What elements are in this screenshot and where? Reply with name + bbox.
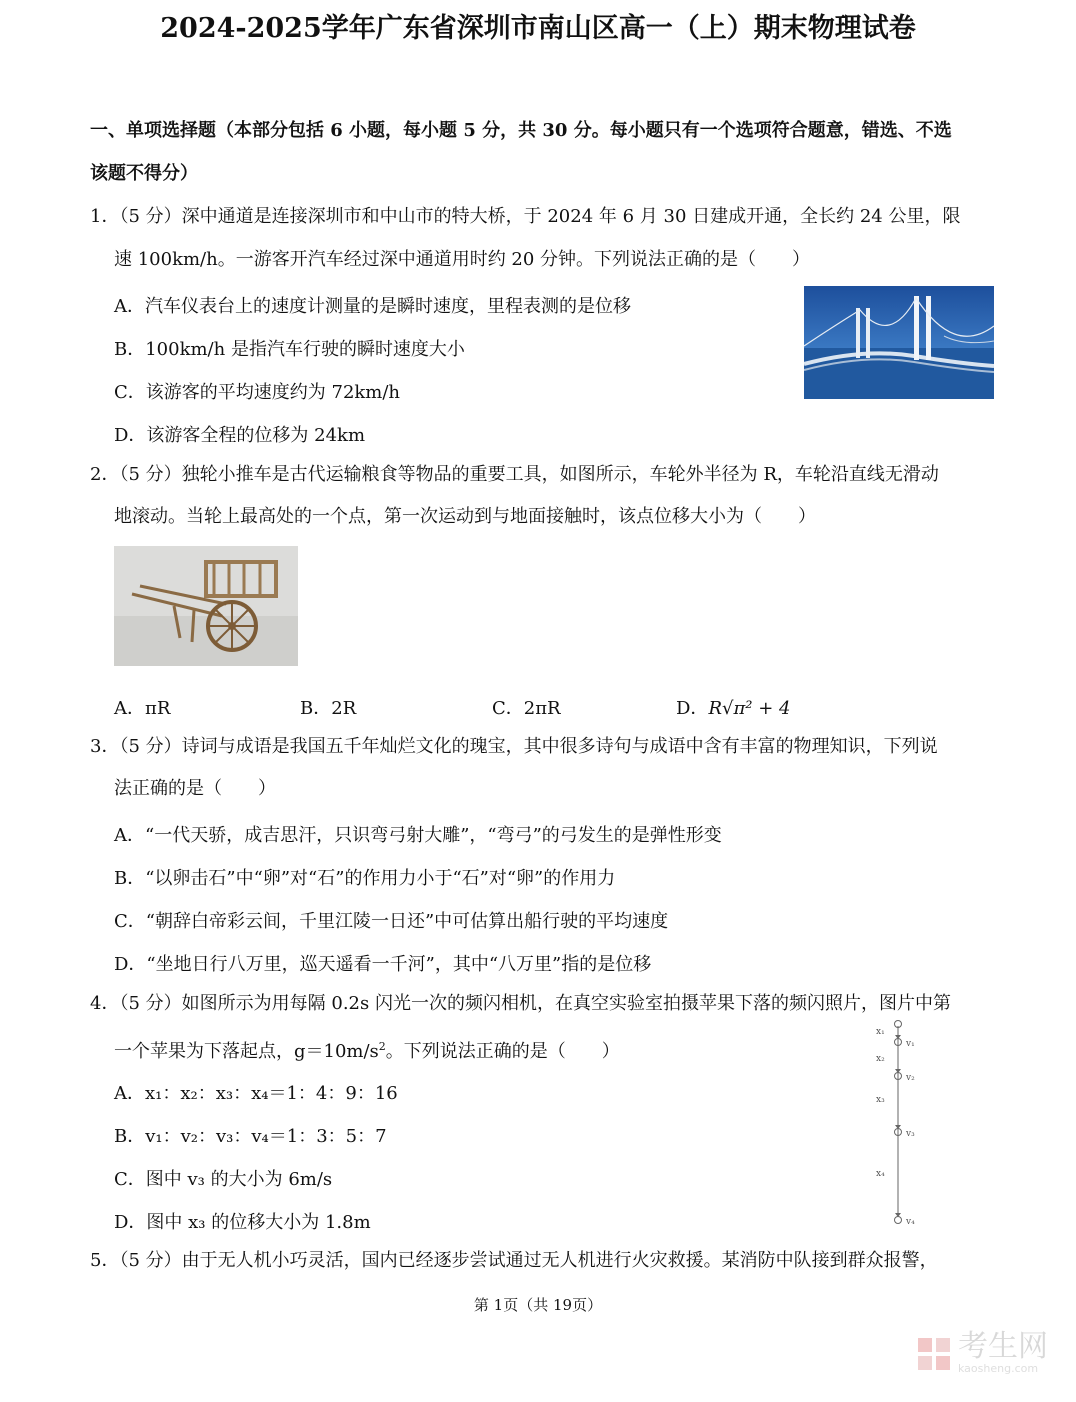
q1-option-a: A．汽车仪表台上的速度计测量的是瞬时速度，里程表测的是位移 [114, 296, 631, 317]
q4-text-post: 。下列说法正确的是（ ） [385, 1041, 620, 1062]
question-text: 诗词与成语是我国五千年灿烂文化的瑰宝，其中很多诗句与成语中含有丰富的物理知识，下列说 [181, 736, 938, 757]
question-2-line2: 地滚动。当轮上最高处的一个点，第一次运动到与地面接触时，该点位移大小为（ ） [114, 506, 816, 527]
question-text: 深中通道是连接深圳市和中山市的特大桥，于 2024 年 6 月 30 日建成开通，全长约 24 公里，限 [181, 206, 961, 227]
question-2-line1 [90, 464, 939, 486]
label-v4: v₄ [906, 1217, 915, 1227]
question-number: 3． [90, 736, 120, 757]
watermark-text: 考生网 [958, 1329, 1048, 1364]
question-number: 5． [90, 1250, 120, 1271]
q2-option-d-label: D． [676, 698, 709, 719]
question-3-line2: 法正确的是（ ） [114, 778, 276, 799]
label-x2: x₂ [876, 1054, 885, 1064]
q4-option-d: D．图中 x₃ 的位移大小为 1.8m [114, 1212, 371, 1233]
apple-fall-diagram [868, 1016, 928, 1232]
q3-option-b: B．“以卵击石”中“卵”对“石”的作用力小于“石”对“卵”的作用力 [114, 868, 616, 889]
q1-option-c: C．该游客的平均速度约为 72km/h [114, 382, 401, 403]
q2-option-a: A．πR [114, 698, 171, 719]
q2-option-b: B．2R [300, 698, 357, 719]
question-1-line1 [90, 206, 960, 228]
q4-option-b: B．v₁：v₂：v₃：v₄＝1：3：5：7 [114, 1126, 387, 1147]
label-v3: v₃ [906, 1129, 915, 1139]
label-v1: v₁ [906, 1039, 915, 1049]
q3-option-d: D．“坐地日行八万里，巡天遥看一千河”，其中“八万里”指的是位移 [114, 954, 652, 975]
question-5-line1 [90, 1250, 938, 1272]
q1-option-d: D．该游客全程的位移为 24km [114, 425, 366, 446]
watermark-url: kaosheng.com [958, 1362, 1039, 1375]
q3-option-a: A．“一代天骄，成吉思汗，只识弯弓射大雕”，“弯弓”的弓发生的是弹性形变 [114, 825, 722, 846]
question-score: （5 分） [119, 736, 182, 757]
question-number: 2． [90, 464, 120, 485]
question-text: 由于无人机小巧灵活，国内已经逐步尝试通过无人机进行火灾救援。某消防中队接到群众报警， [181, 1250, 938, 1271]
wheelbarrow-image [114, 546, 298, 666]
bridge-image [804, 286, 994, 399]
question-number: 1． [90, 206, 120, 227]
question-score: （5 分） [119, 1250, 182, 1271]
q3-option-c: C．“朝辞白帝彩云间，千里江陵一日还”中可估算出船行驶的平均速度 [114, 911, 669, 932]
q2-option-c: C．2πR [492, 698, 561, 719]
question-number: 4． [90, 993, 120, 1014]
section-heading-cont: 该题不得分） [90, 163, 198, 184]
q2-option-d [676, 694, 790, 720]
question-score: （5 分） [119, 993, 182, 1014]
question-3-line1 [90, 736, 938, 758]
q4-text-pre: 一个苹果为下落起点，g＝10m/s [114, 1041, 379, 1062]
q1-option-b: B．100km/h 是指汽车行驶的瞬时速度大小 [114, 339, 465, 360]
question-text: 独轮小推车是古代运输粮食等物品的重要工具，如图所示，车轮外半径为 R，车轮沿直线无滑动 [181, 464, 939, 485]
label-x1: x₁ [876, 1027, 885, 1037]
q4-option-c: C．图中 v₃ 的大小为 6m/s [114, 1169, 333, 1190]
label-x4: x₄ [876, 1169, 885, 1179]
q4-superscript: 2 [378, 1040, 386, 1053]
q4-option-a: A．x₁：x₂：x₃：x₄＝1：4：9：16 [114, 1083, 398, 1104]
section-heading: 一、单项选择题（本部分包括 6 小题，每小题 5 分，共 30 分。每小题只有一个选项符合题意，错选、不选 [90, 120, 952, 141]
page-title: 2024-2025学年广东省深圳市南山区高一（上）期末物理试卷 [160, 13, 916, 44]
question-score: （5 分） [119, 464, 182, 485]
watermark [916, 1329, 1048, 1375]
question-1-line2: 速 100km/h。一游客开汽车经过深中通道用时约 20 分钟。下列说法正确的是（ ） [114, 249, 811, 270]
question-4-line2 [114, 1036, 620, 1063]
question-4-line1 [90, 993, 951, 1015]
question-score: （5 分） [119, 206, 182, 227]
watermark-logo-icon [916, 1336, 952, 1372]
q2-option-d-formula: R√π² + 4 [708, 698, 791, 719]
label-x3: x₃ [876, 1095, 885, 1105]
page-footer: 第 1页（共 19页） [473, 1296, 603, 1314]
label-v2: v₂ [906, 1073, 915, 1083]
question-text: 如图所示为用每隔 0.2s 闪光一次的频闪相机，在真空实验室拍摄苹果下落的频闪照片，图片中第 [181, 993, 951, 1014]
